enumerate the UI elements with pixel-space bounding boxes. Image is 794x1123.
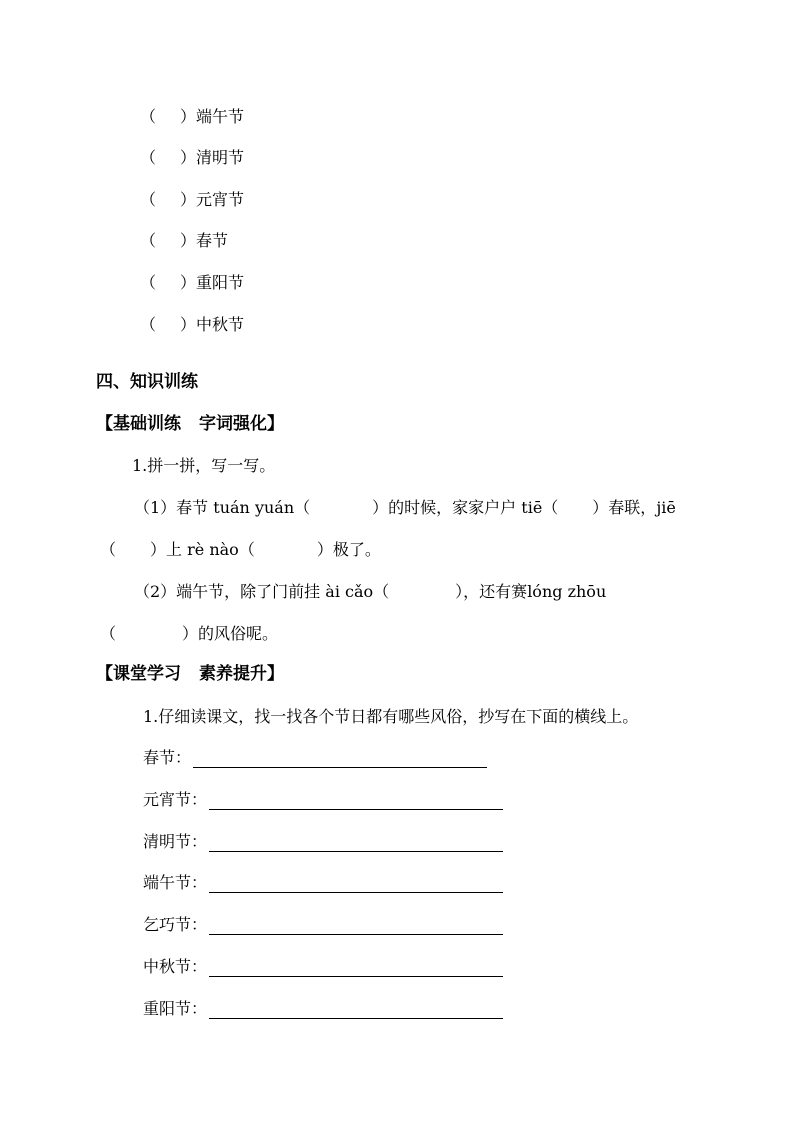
festival-label: 重阳节： [143, 999, 208, 1018]
blank-paren-open[interactable]: （ [140, 315, 157, 334]
festival-label: 端午节 [196, 107, 245, 126]
match-item [140, 190, 244, 210]
festival-label: 元宵节 [196, 190, 245, 209]
classroom-learning-header [96, 664, 284, 684]
pinyin-text: rè nào [187, 540, 239, 559]
text: ）春联， [592, 498, 657, 517]
match-item [140, 107, 244, 127]
festival-label: 乞巧节： [143, 915, 208, 934]
festival-custom-row [143, 832, 503, 852]
blank-paren-close: ） [180, 190, 197, 209]
question-title: 1.仔细读课文，找一找各个节日都有哪些风俗，抄写在下面的横线上。 [143, 707, 639, 726]
answer-line[interactable] [209, 1000, 503, 1019]
festival-label: 重阳节 [196, 273, 245, 292]
paren-open: （ [238, 540, 255, 559]
festival-custom-row [143, 957, 503, 977]
festival-label: 春节 [196, 231, 229, 250]
festival-label: 元宵节： [143, 790, 208, 809]
answer-line[interactable] [209, 916, 503, 935]
paren-open: （ [542, 498, 559, 517]
match-item [140, 315, 244, 335]
text: ）的时候，家家户户 [372, 498, 517, 517]
header-right: 素养提升】 [199, 664, 284, 684]
festival-custom-row [143, 790, 503, 810]
match-item [140, 231, 228, 251]
section-title: 四、知识训练 [96, 372, 198, 392]
festival-custom-row [143, 915, 503, 935]
festival-label: 中秋节： [143, 957, 208, 976]
blank-paren-close: ） [180, 231, 197, 250]
blank-paren-open[interactable]: （ [140, 190, 157, 209]
answer-line[interactable] [209, 833, 503, 852]
pinyin-paragraph-1-line-2 [100, 540, 381, 560]
blank-paren-close: ） [180, 148, 197, 167]
text: ）上 [150, 540, 183, 559]
paren-open: （ [373, 582, 390, 601]
blank-paren-open[interactable]: （ [140, 231, 157, 250]
festival-label: 端午节： [143, 873, 208, 892]
answer-line[interactable] [209, 791, 503, 810]
header-right: 字词强化】 [199, 414, 284, 434]
festival-label: 清明节 [196, 148, 245, 167]
match-item [140, 273, 244, 293]
text: ）的风俗呢。 [182, 624, 279, 643]
festival-label: 清明节： [143, 832, 208, 851]
pinyin-text: lóng zhōu [527, 582, 607, 601]
pinyin-text: ài cǎo [325, 582, 374, 601]
blank-paren-close: ） [180, 315, 197, 334]
pinyin-paragraph-1-line-1 [134, 498, 676, 518]
header-left: 【基础训练 [96, 414, 181, 434]
blank-paren-open[interactable]: （ [140, 148, 157, 167]
text: ）极了。 [316, 540, 381, 559]
blank-paren-close: ） [180, 273, 197, 292]
answer-line[interactable] [209, 874, 503, 893]
festival-label: 中秋节 [196, 315, 245, 334]
festival-custom-row [143, 748, 487, 768]
blank-paren-open[interactable]: （ [140, 273, 157, 292]
answer-line[interactable] [209, 958, 503, 977]
text: （1）春节 [134, 498, 209, 517]
answer-line[interactable] [193, 749, 487, 768]
blank-paren-close: ） [180, 107, 197, 126]
paren-open: （ [100, 624, 117, 643]
match-item [140, 148, 244, 168]
blank-paren-open[interactable]: （ [140, 107, 157, 126]
text: （2）端午节，除了门前挂 [134, 582, 321, 601]
pinyin-text: tiē [521, 498, 543, 517]
paren-open: （ [100, 540, 117, 559]
paren-open: （ [294, 498, 311, 517]
header-left: 【课堂学习 [96, 664, 181, 684]
pinyin-paragraph-2-line-2 [100, 624, 278, 644]
question-title: 1.拼一拼，写一写。 [132, 456, 276, 475]
festival-custom-row [143, 873, 503, 893]
pinyin-text: tuán yuán [213, 498, 295, 517]
festival-custom-row [143, 999, 503, 1019]
text: ），还有赛 [455, 582, 528, 601]
basic-training-header [96, 414, 284, 434]
pinyin-text: jiē [656, 498, 676, 517]
festival-label: 春节： [143, 748, 192, 767]
pinyin-paragraph-2-line-1 [134, 582, 606, 602]
